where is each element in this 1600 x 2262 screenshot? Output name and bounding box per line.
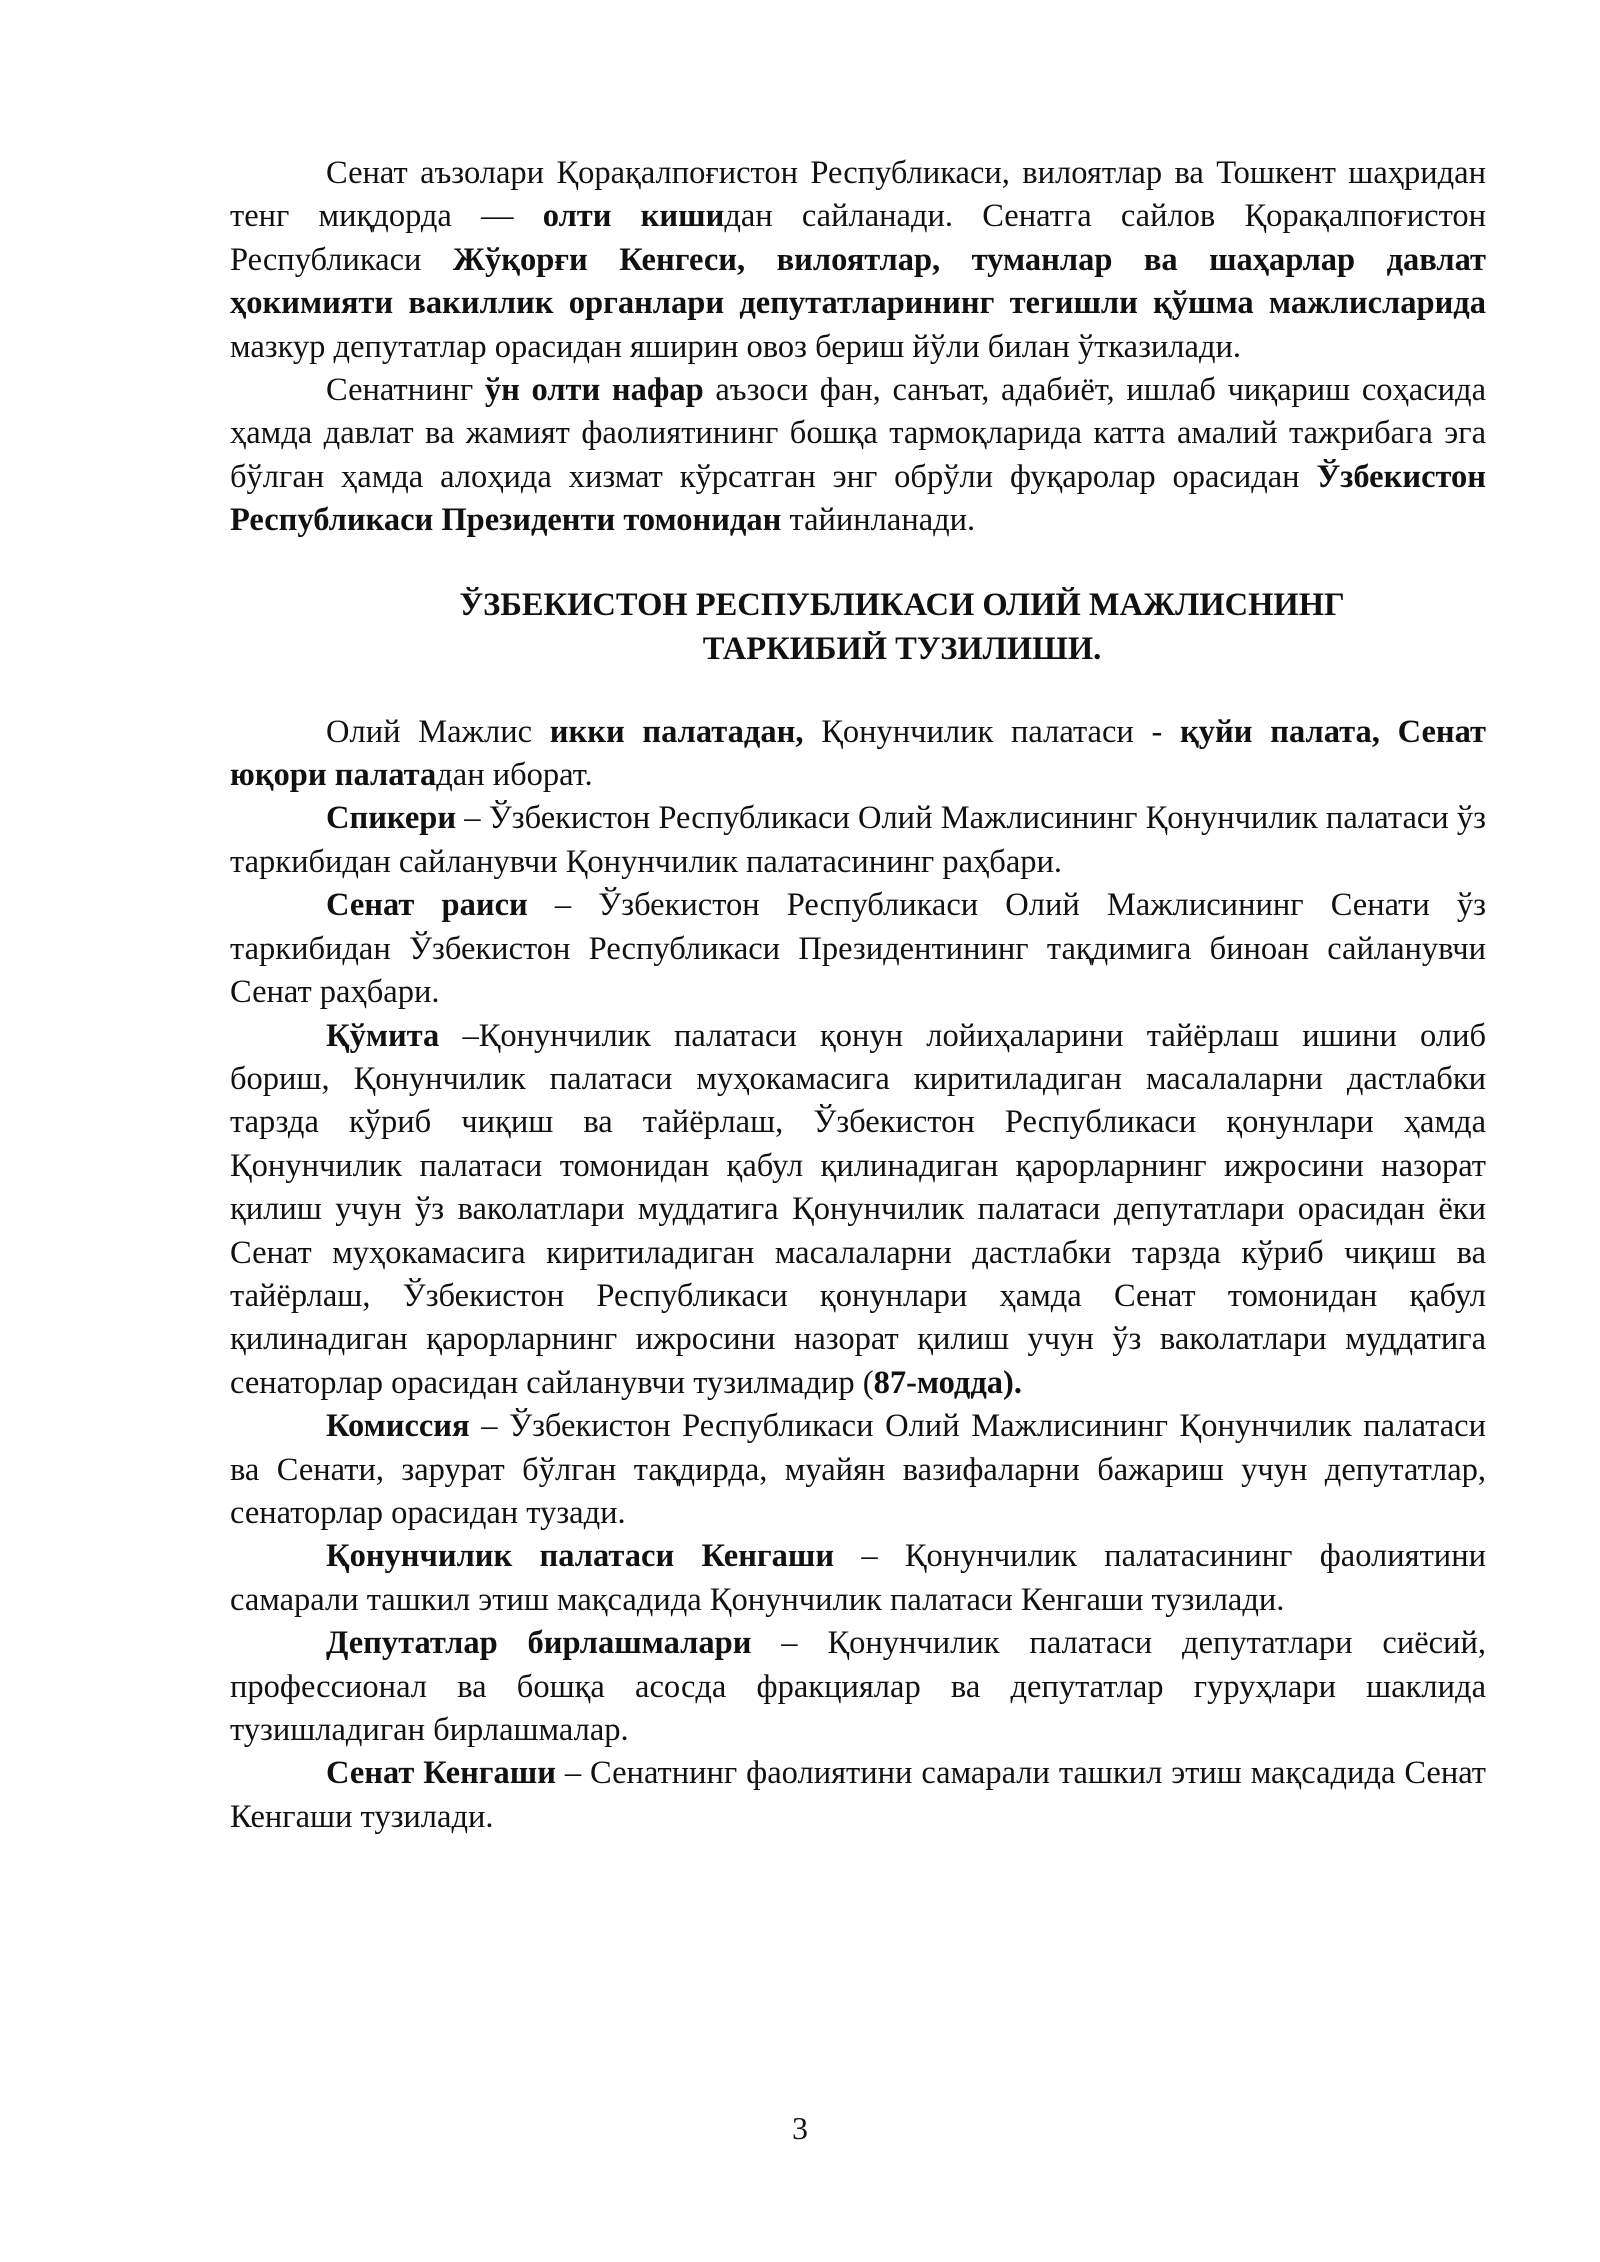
text-run: – Ўзбекистон Республикаси Олий Мажлисининг Қонунчилик палатаси ўз таркибидан сайланувчи Қонунчилик палатасининг раҳбари.	[230, 800, 1486, 880]
text-run: – Сенатнинг фаолиятини самарали ташкил этиш мақсадида Сенат Кенгаши тузилади.	[230, 1755, 1486, 1835]
section-heading-line-1: ЎЗБЕКИСТОН РЕСПУБЛИКАСИ ОЛИЙ МАЖЛИСНИНГ	[459, 586, 1345, 623]
bold-term: Спикери	[326, 800, 457, 837]
bold-term: Сенат раиси	[326, 887, 528, 924]
paragraph-senate-members	[230, 152, 1486, 369]
text-run: – Ўзбекистон Республикаси Олий Мажлисининг Сенати ўз таркибидан Ўзбекистон Республикаси Президентининг тақдимига биноан сайланувчи Сенат раҳбари.	[230, 887, 1486, 1011]
paragraph-deputy-associations	[230, 1622, 1486, 1752]
paragraph-senate-appointed	[230, 369, 1486, 543]
bold-term: 87-модда).	[873, 1364, 1023, 1401]
text-run: дан сайланади. Сенатга сайлов Қорақалпоғистон Республикаси	[230, 198, 1486, 278]
paragraph-commission	[230, 1405, 1486, 1535]
text-run: Сенатнинг	[326, 372, 485, 409]
paragraph-senate-council	[230, 1752, 1486, 1839]
paragraph-senate-chair	[230, 884, 1486, 1014]
text-run: дан иборат.	[436, 757, 593, 794]
bold-term: Қўмита	[326, 1017, 440, 1054]
paragraph-oliy-majlis	[230, 711, 1486, 798]
text-run: –Қонунчилик палатаси қонун лойиҳаларини тайёрлаш ишини олиб бориш, Қонунчилик палатаси муҳокамасига киритиладиган масалаларни дастлабки тарзда кўриб чиқиш ва тайёрлаш, Ўзбекистон Республикаси қонунлари ҳамда Қонунчилик палатаси томонидан қабул қилинадиган қарорларнинг ижросини назорат қилиш учун ўз ваколатлари муддатига Қонунчилик палатаси депутатлари орасидан ёки Сенат муҳокамасига киритиладиган масалаларни дастлабки тарзда кўриб чиқиш ва тайёрлаш, Ўзбекистон Республикаси қонунлари ҳамда Сенат томонидан қабул қилинадиган қарорларнинг ижросини назорат қилиш учун ўз ваколатлари муддатига сенаторлар орасидан сайланувчи тузилмадир (	[230, 1017, 1486, 1401]
text-run: тайинланади.	[781, 502, 976, 539]
paragraph-committee	[230, 1015, 1486, 1406]
top-paragraphs	[230, 152, 1486, 543]
bold-term: Жўқорғи Кенгеси, вилоятлар, туманлар ва шаҳарлар давлат ҳокимияти вакиллик органлари депутатларининг тегишли қўшма мажлисларида	[230, 241, 1486, 322]
document-page	[230, 152, 1486, 1839]
text-run: – Қонунчилик палатасининг фаолиятини самарали ташкил этиш мақсадида Қонунчилик палатаси Кенгаши тузилади.	[230, 1538, 1486, 1618]
text-run: аъзоси фан, санъат, адабиёт, ишлаб чиқариш соҳасида ҳамда давлат ва жамият фаолиятининг бошқа тармоқларида катта амалий тажрибага эга бўлган ҳамда алоҳида хизмат кўрсатган энг обрўли фуқаролар орасидан	[230, 372, 1487, 495]
bold-term: Комиссия	[326, 1408, 470, 1445]
text-run: Олий Мажлис	[326, 713, 550, 750]
bold-term: қуйи палата, Сенат юқори палата	[230, 713, 1487, 794]
section-heading	[230, 583, 1486, 671]
section-heading-line-2: ТАРКИБИЙ ТУЗИЛИШИ.	[702, 630, 1102, 667]
bold-term: Қонунчилик палатаси Кенгаши	[326, 1538, 835, 1575]
bold-term: Ўзбекистон Республикаси Президенти томонидан	[230, 458, 1486, 539]
bold-term: Сенат Кенгаши	[326, 1755, 556, 1792]
text-run: мазкур депутатлар орасидан яширин овоз бериш йўли билан ўтказилади.	[230, 328, 1241, 365]
bold-term: ўн олти нафар	[484, 372, 704, 409]
bold-term: олти киши	[542, 198, 725, 235]
page-number: 3	[792, 2110, 808, 2146]
paragraph-legislative-council	[230, 1535, 1486, 1622]
paragraph-speaker	[230, 797, 1486, 884]
bold-term: икки палатадан,	[549, 713, 804, 750]
bold-term: Депутатлар бирлашмалари	[326, 1625, 752, 1662]
text-run: – Ўзбекистон Республикаси Олий Мажлисининг Қонунчилик палатаси ва Сенати, зарурат бўлган тақдирда, муайян вазифаларни бажариш учун депутатлар, сенаторлар орасидан тузади.	[230, 1408, 1486, 1531]
text-run: Сенат аъзолари Қорақалпоғистон Республикаси, вилоятлар ва Тошкент шаҳридан тенг миқдорда —	[230, 155, 1486, 235]
text-run: Қонунчилик палатаси -	[803, 713, 1181, 750]
bottom-paragraphs	[230, 711, 1486, 1840]
text-run: – Қонунчилик палатаси депутатлари сиёсий, профессионал ва бошқа асосда фракциялар ва депутатлар гуруҳлари шаклида тузишладиган бирлашмалар.	[230, 1625, 1486, 1748]
